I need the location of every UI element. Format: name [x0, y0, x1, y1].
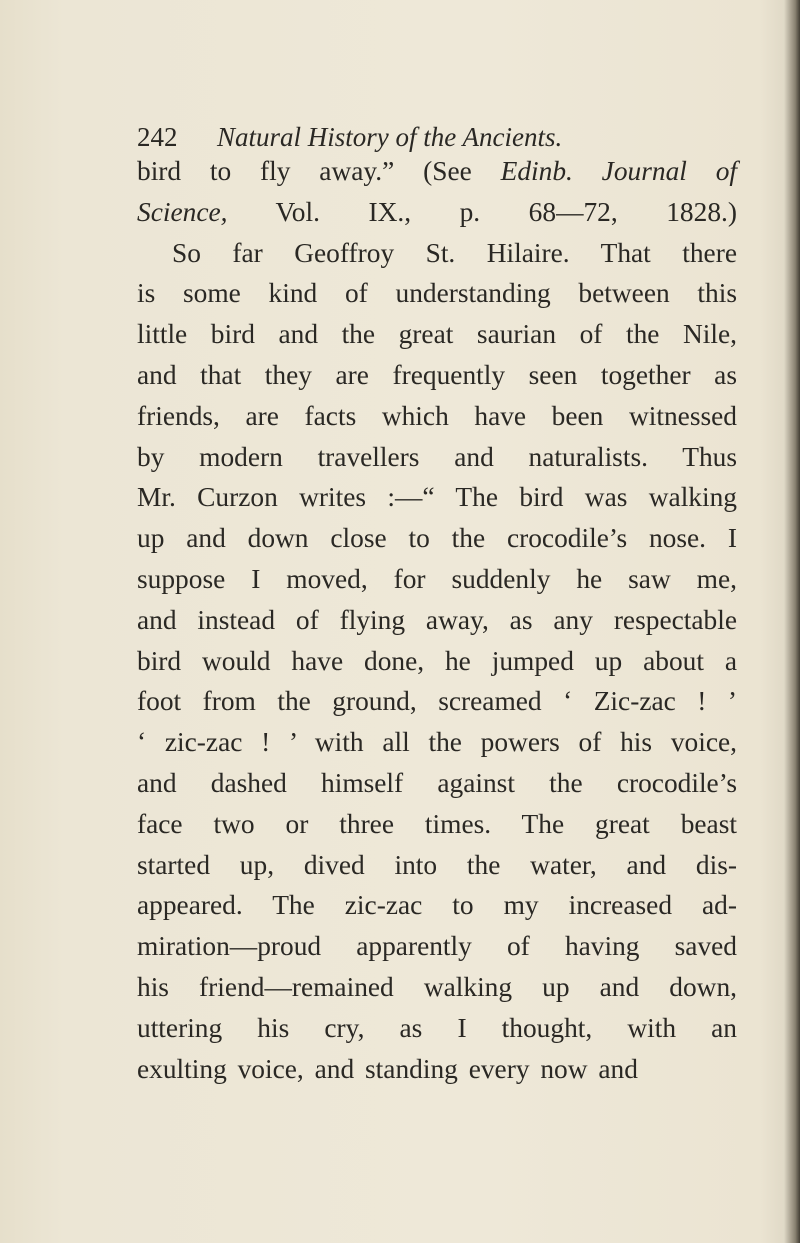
page-edge-shadow — [784, 0, 800, 1243]
text-line: friends, are facts which have been witnessed — [137, 400, 737, 431]
text-line: miration—proud apparently of having saved — [137, 931, 737, 962]
text-line: foot from the ground, screamed ‘ Zic-zac ! ’ — [137, 686, 737, 717]
text-line: Science, Vol. IX., p. 68—72, 1828.) — [137, 196, 737, 227]
page-number: 242 — [137, 122, 178, 152]
text-line: face two or three times. The great beast — [137, 808, 737, 839]
text-line: exulting voice, and standing every now and — [137, 1053, 638, 1084]
text-line: ‘ zic-zac ! ’ with all the powers of his voice, — [137, 727, 737, 758]
text-line: So far Geoffroy St. Hilaire. That there — [172, 237, 737, 268]
body-text — [137, 151, 737, 1089]
text-line: up and down close to the crocodile’s nose. I — [137, 523, 737, 554]
text-line: uttering his cry, as I thought, with an — [137, 1012, 737, 1043]
text-line: his friend—remained walking up and down, — [137, 971, 737, 1002]
text-line: by modern travellers and naturalists. Thus — [137, 441, 737, 472]
text-line: Mr. Curzon writes :—“ The bird was walking — [137, 482, 737, 513]
text-line: is some kind of understanding between this — [137, 278, 737, 309]
page-header — [137, 120, 697, 154]
text-line: suppose I moved, for suddenly he saw me, — [137, 563, 737, 594]
text-line: started up, dived into the water, and dis- — [137, 849, 737, 880]
text-line: appeared. The zic-zac to my increased ad- — [137, 890, 737, 921]
text-line: and dashed himself against the crocodile’s — [137, 767, 737, 798]
text-line: little bird and the great saurian of the Nile, — [137, 319, 737, 350]
text-line: and instead of flying away, as any respectable — [137, 604, 737, 635]
running-title: Natural History of the Ancients. — [217, 122, 563, 152]
text-line: bird to fly away.” (See Edinb. Journal of — [137, 156, 738, 186]
text-line: and that they are frequently seen together as — [137, 359, 737, 390]
text-line: bird would have done, he jumped up about a — [137, 645, 737, 676]
